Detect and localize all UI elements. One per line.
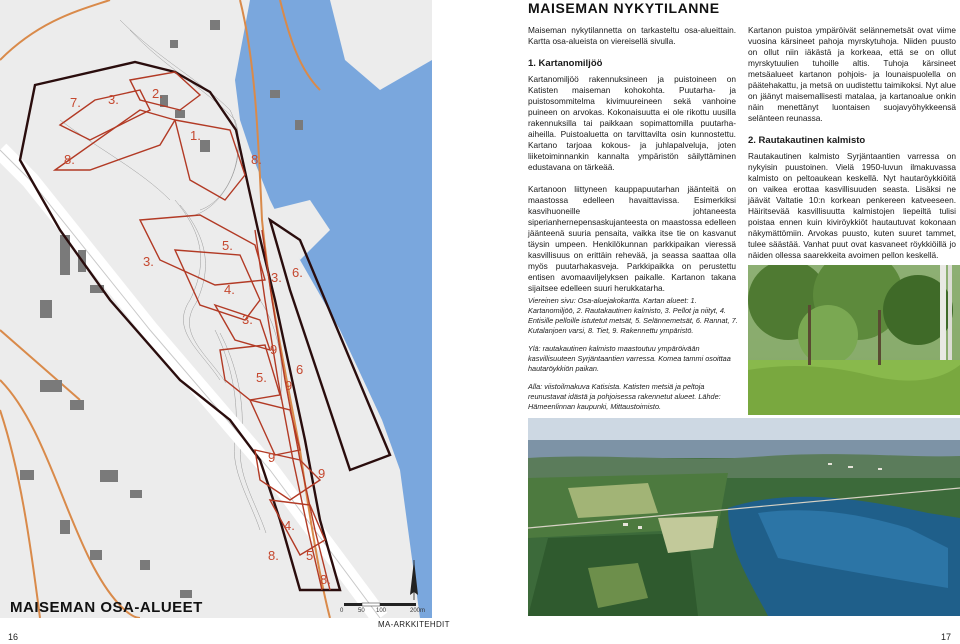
area-label: 8. <box>268 548 279 563</box>
aerial-photo-katinen <box>528 418 960 616</box>
scale-tick: 0 <box>340 608 344 614</box>
page-number-left: 16 <box>8 632 19 642</box>
area-label: 8. <box>320 572 331 587</box>
area-label: 5. <box>222 238 233 253</box>
section-heading: 1. Kartanomiljöö <box>528 58 603 69</box>
area-label: 3. <box>242 312 253 327</box>
caption: Viereinen sivu: Osa-aluejakokartta. Kartan alueet: 1. Kartanomiljöö, 2. Rautakautinen kalmisto, 3. Pellot ja niityt, 4. Entisille pelloille istutetut metsät, 5. Selännemetsät, 6. Rannat, 7. Kutalanjoen varsi, 8. Tiet, 9. Rakennettu ympäristö. <box>528 296 738 335</box>
area-label: 6. <box>292 265 303 280</box>
map-drawing <box>0 0 432 618</box>
text-column-2 <box>748 25 956 272</box>
area-label: 8. <box>64 152 75 167</box>
caption: Alla: viistoilmakuva Katisista. Katisten metsiä ja peltoja reunustavat idästä ja pohjoisessa rakennetut alueet. Lähde: Hämeenlinnan kaupunki, Mittaustoimisto. <box>528 382 721 411</box>
area-label: 6 <box>296 362 304 377</box>
captions <box>528 296 738 420</box>
scale-tick: 200m <box>410 608 426 614</box>
area-label: 7. <box>70 95 81 110</box>
credit: MA-ARKKITEHDIT <box>378 620 450 629</box>
area-label: 9 <box>318 466 326 481</box>
paragraph: Rautakautinen kalmisto Syrjäntaantien varressa on nykyisin puustoinen. Vielä 1950-luvun ilmakuvassa kalmisto on peltoaukean keskellä. Nyt hautaröykkiöitä on vaikea erottaa kasvillisuuden seasta. Lisäksi ne jäävät Valtatie 10:n korkean penkereen katveeseen. Häiritsevää kasvillisuutta kalmistojen liepeiltä tulisi poistaa ennen kuin kiviröykkiöt hautautuvat kokonaan näkymättömiin. Arvokas puusto, kuten suuret tammet, tulee säästää. Vanhat puut ovat kasvaneet röykkiöillä jo näiden ollessa saarekkeita avoimen pellon keskellä. <box>748 151 956 260</box>
photo-burial-site <box>748 265 960 415</box>
area-label: 3. <box>143 254 154 269</box>
area-label: 2. <box>152 86 163 101</box>
map-title: MAISEMAN OSA-ALUEET <box>10 599 203 616</box>
scale-tick: 50 <box>358 608 365 614</box>
scale-bar <box>344 603 416 606</box>
section-heading: 2. Rautakautinen kalmisto <box>748 135 866 146</box>
paragraph: Kartanon puistoa ympäröivät selännemetsät ovat viime vuosina kärsineet pahoja myrskytuhoja. Niiden puusto on ollut niin iäkästä ja korkeaa, että se on ollut myrskytuulien tuhoille altis. Tuhoja kärsineet metsäalueet kartanon pohjois- ja lounaispuolella on päätehakattu, ja metsä on uudistettu taimikoksi. Nyt alue on jäänyt maisemallisesti matalaa, ja kartanoalue onkin näin menettänyt luontaisen suojavyöhykkeensä selänteen reunassa. <box>748 25 956 123</box>
scale-tick: 100 <box>376 608 387 614</box>
area-label: 3. <box>271 270 282 285</box>
area-label: 3. <box>108 92 119 107</box>
area-label: 4. <box>284 518 295 533</box>
area-label: 9 <box>285 378 293 393</box>
page-number-right: 17 <box>941 632 952 642</box>
intro-paragraph: Maiseman nykytilannetta on tarkasteltu osa-alueittain. Kartta osa-alueista on viereisellä sivulla. <box>528 25 736 46</box>
area-map <box>0 0 432 618</box>
page-title: MAISEMAN NYKYTILANNE <box>528 0 720 16</box>
area-label: 5. <box>306 548 317 563</box>
area-label: 9 <box>270 342 278 357</box>
paragraph: Kartanomiljöö rakennuksineen ja puistoineen on Katisten maiseman kohokohta. Puutarha- ja puistosommitelma kivimuureineen sekä vanhoine puineen on arvokas. Kokonaisuutta ei ole rikottu uusilla rakennuksilla tai paikkaan sopimattomilla puutarha-aiheilla. Puistoaluetta on tarvittavilta osin kunnostettu. Kartano tarjoaa kokous- ja juhlapalveluja, joten liiketoiminnankin kannalta ympäristön säilyttäminen edustavana on tärkeää. <box>528 74 736 172</box>
area-label: 4. <box>224 282 235 297</box>
area-label: 9 <box>268 450 276 465</box>
caption: Ylä: rautakautinen kalmisto maastoutuu ympäröivään kasvillisuuteen Syrjäntaantien varressa. Komea tammi osoittaa hautaröykkiön paikan. <box>528 344 731 373</box>
text-column-1 <box>528 25 736 305</box>
area-label: 5. <box>256 370 267 385</box>
area-label: 1. <box>190 128 201 143</box>
area-label: 8. <box>251 152 262 167</box>
paragraph: Kartanoon liittyneen kauppapuutarhan jäänteitä on maastossa edelleen havaittavissa. Esimerkiksi kasvihuoneille johtaneesta siperianhernepensaskujanteesta on maastossa edelleen jäänteenä suuria pensaita, vaikka itse tie on kasvanut täysin umpeen. Henkilökunnan parkkipaikan vieressä kasvillisuus on erittäin rehevää, ja seassa saattaa olla myös puutarhakasveja. Parkkipaikka on perustettu entisen avomaaviljelyksen paikalle. Kartanon takana sijaitsee edelleen suuri herukkatarha. <box>528 184 736 293</box>
